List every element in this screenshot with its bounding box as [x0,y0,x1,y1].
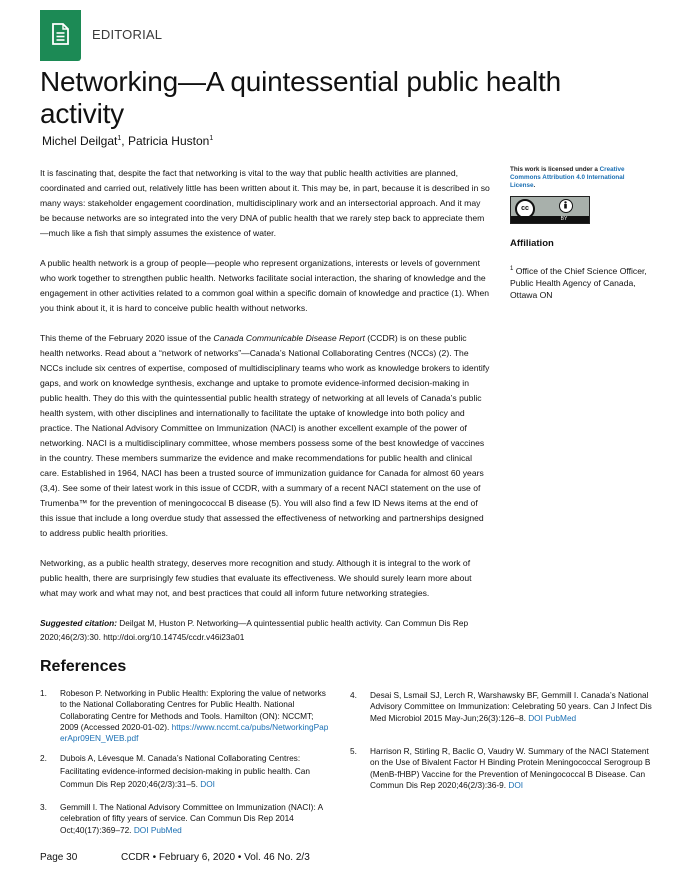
person-icon [559,199,573,213]
affiliation-heading: Affiliation [510,238,554,249]
doi-link[interactable]: DOI [200,779,215,789]
cc-by-badge[interactable] [510,196,590,224]
affiliation-marker: 1 [510,266,514,272]
doi-link[interactable]: DOI [508,779,524,790]
body-paragraph: A public health network is a group of people—people who represent organizations, interests or levels of government who work together to strengthen public health. Networks facilitate social interaction, the sharing of knowledge and the engagement in other activities related to a common goal within a specific domain of knowledge and practice (1). When you think about it, it is hard to conceive public health without networks. [40,258,490,313]
license-text: This work is licensed under a [510,166,600,173]
reference-number: 4. [350,690,357,700]
reference-url-link[interactable]: https://www.nccmt.ca/pubs/NetworkingPaperApr09EN_WEB.pdf [60,721,329,744]
issue-info: CCDR • February 6, 2020 • Vol. 46 No. 2/3 [121,852,310,863]
reference-item [40,688,330,744]
reference-text: Desai S, Lsmail SJ, Lerch R, Warshawsky BF, Gemmill I. Canada’s National Advisory Committee on Immunization: Celebrating 50 years. Can J Infect Dis Med Microbiol 2015 May-Jun;26(3):126–8. [370,690,652,723]
reference-item [40,802,330,836]
reference-item [350,746,660,791]
article-body [40,166,492,659]
references-heading: References [40,658,127,675]
section-label: EDITORIAL [92,27,163,42]
license-notice [510,166,650,190]
suggested-citation [40,616,492,644]
affiliation-marker: 1 [209,135,214,142]
affiliation-marker: 1 [117,135,122,142]
license-text: . [533,182,536,189]
license-link[interactable]: Creative Commons Attribution 4.0 International License [510,166,625,189]
author-name: Michel Deilgat [42,134,118,148]
reference-number: 3. [40,802,47,812]
affiliation-body: Office of the Chief Science Officer, Public Health Agency of Canada, Ottawa ON [510,265,647,300]
paragraph-text: This theme of the February 2020 issue of the [40,333,214,343]
citation-text: Deilgat M, Huston P. Networking—A quintessential public health activity. Can Commun Dis Rep 2020;46(2/3):30. http://doi.org/10.14745/ccdr.v46i23a01 [40,618,469,642]
sidebar [510,166,650,301]
citation-label: Suggested citation: [40,618,117,628]
section-badge [40,10,81,61]
affiliation-text [510,263,650,301]
reference-item [350,690,660,724]
paragraph-text: (CCDR) is on these public health networks. Read about a “network of networks”—Canada’s National Collaborating Centres (NCCs) (2). The NCCs include six centres of expertise, composed of multidisciplinary teams who work as knowledge brokers to identify gaps, and work on knowledge synthesis, exchange and uptake to promote evidence-informed decision-making in public health. They do this with the quintessential public health strategy of networking at all levels of Canada’s public health system, with other disciplines and internationally to facilitate the uptake of knowledge into both policy and practice. The National Advisory Committee on Immunization (NACI) is another excellent example of the power of networking. NACI is a multidisciplinary committee, whose members possess some of the best knowledge of vaccines in the country. These members summarize the evidence and make recommendations for public health and clinical care. Established in 1964, NACI has been a trusted source of immunization guidance for Canada for almost 60 years (3,4). See some of their latest work in this issue of CCDR, with a summary of a recent NACI statement on the use of Trumenba™ for the prevention of meningococcal B disease (5). You will also find a few ID News items at the end of this issue that include a long overdue study that assessed the effectiveness of networking and partnerships designed to address public health priorities. [40,333,490,538]
body-paragraph: It is fascinating that, despite the fact that networking is vital to the way that public health activities are planned, coordinated and carried out, relatively little has been written about it. This may be, in part, because it is described in so many ways: stakeholder engagement coordination, multidisciplinary work and an intersectorial approach. And it may be because networks are so integrated into the very DNA of public health that we rarely step back to appreciate them—much like a fish that simply assumes the existence of water. [40,168,490,238]
article-title: Networking—A quintessential public health activity [40,66,561,129]
reference-number: 1. [40,688,47,698]
reference-text: Robeson P. Networking in Public Health: Exploring the value of networks to the National Collaborating Centres for Public Health. National Collaborating Centre for Methods and Tools. Hamilton (ON): NCCMT; 2009 (Accessed 2020-01-02). [60,688,326,732]
page-number: Page 30 [40,852,78,863]
reference-text: Harrison R, Stirling R, Baclic O, Vaudry W. Summary of the NACI Statement on the Use of Bivalent Factor H Binding Protein Meningococcal Serogroup B (MenB-fHBP) Vaccine for the Prevention of Meningococcal B Disease. Can Commun Dis Rep 2020;46(2/3):36-9. [370,746,651,790]
reference-item [40,752,330,791]
journal-name: Canada Communicable Disease Report [213,333,365,343]
body-paragraph: Networking, as a public health strategy, deserves more recognition and study. Although it is integral to the work of public health, there are surprisingly few studies that evaluate its effectiveness. We should surely learn more about what may work and what may not, and best practices that could all inform future networking strategies. [40,558,472,598]
pubmed-link[interactable]: PubMed [150,824,182,835]
reference-number: 5. [350,746,357,756]
document-icon [52,23,69,45]
body-paragraph [40,331,492,541]
doi-link[interactable]: DOI [133,824,149,835]
cc-icon: cc [515,199,535,219]
author-list: Michel Deilgat$^1$, Patricia Huston$^1$ [42,134,214,148]
reference-text: Dubois A, Lévesque M. Canada’s National Collaborating Centres: Facilitating evidence-informed decision-making in public health. Can Commun Dis Rep 2020;46(2/3):31–5. [60,753,310,789]
doi-link[interactable]: DOI [528,712,543,723]
reference-text: Gemmill I. The National Advisory Committee on Immunization (NACI): A celebration of fifty years of service. Can Commun Dis Rep 2014 Oct;40(17):369–72. [60,802,323,835]
by-label: BY [511,216,589,223]
pubmed-link[interactable]: PubMed [545,712,577,723]
author-name: Patricia Huston [127,134,210,148]
reference-number: 2. [40,753,47,763]
